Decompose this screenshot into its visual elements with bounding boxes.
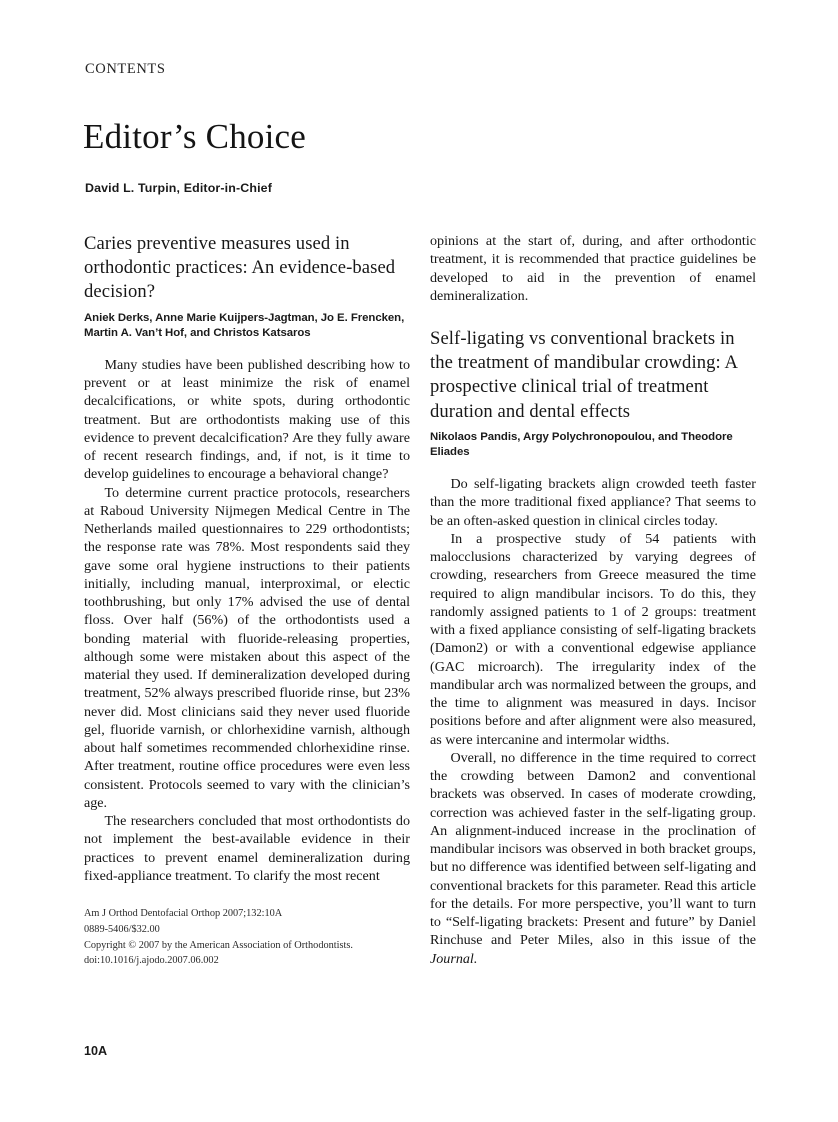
article-2-paragraph-1: Do self-ligating brackets align crowded teeth faster than the more traditional fixed appliance? That seems to be an often-asked question in clinical circles today. xyxy=(430,476,756,529)
page-number: 10A xyxy=(84,1044,108,1058)
column-left xyxy=(84,232,410,885)
imprint-doi: doi:10.1016/j.ajodo.2007.06.002 xyxy=(84,955,219,967)
imprint-citation: Am J Orthod Dentofacial Orthop 2007;132:10A xyxy=(84,908,283,919)
running-head: CONTENTS xyxy=(85,61,166,77)
article-1-authors: Aniek Derks, Anne Marie Kuijpers-Jagtman, Jo E. Frencken, Martin A. Van’t Hof, and Christos Katsaros xyxy=(84,311,405,340)
article-1-paragraph-1: Many studies have been published describing how to prevent or at least minimize the risk of enamel decalcifications, or white spots, during orthodontic treatment. But are orthodontists making use of this evidence to prevent decalcification? Are they fully aware of recent research findings, and, if not, is it time to develop guidelines to encourage a behavioral change? xyxy=(84,356,410,483)
article-2-title: Self-ligating vs conventional brackets in the treatment of mandibular crowding: A prospective clinical trial of treatment duration and dental effects xyxy=(430,328,738,422)
page-title: Editor’s Choice xyxy=(83,117,307,156)
imprint-copyright: Copyright © 2007 by the American Association of Orthodontists. xyxy=(84,939,353,951)
imprint-block xyxy=(84,906,414,969)
article-2-paragraph-2: In a prospective study of 54 patients with malocclusions characterized by varying degrees of crowding, researchers from Greece measured the time required to align mandibular incisors. To do this, they randomly assigned patients to 1 of 2 groups: treatment with a fixed appliance consisting of self-ligating brackets (Damon2) or with a conventional edgewise appliance (GAC microarch). The irregularity index of the mandibular arch was normalized between the groups, and the time to alignment was measured in days. Incisor positions before and after alignment were also measured, as were intercanine and intermolar widths. xyxy=(430,530,756,748)
article-1-paragraph-3: The researchers concluded that most orthodontists do not implement the best-available evidence in their practices to prevent enamel demineralization during fixed-appliance treatment. To clarify the most recent xyxy=(84,813,410,884)
imprint-issn: 0889-5406/$32.00 xyxy=(84,923,160,935)
column-spacer xyxy=(430,305,756,327)
column-right xyxy=(430,232,756,968)
article-1-paragraph-2: To determine current practice protocols, researchers at Raboud University Nijmegen Medical Centre in The Netherlands mailed questionnaires to 229 orthodontists; the response rate was 78%. Most respondents said they gave some oral hygiene instructions to their patients initially, including manual, interproximal, or electic toothbrushing, but only 17% advised the use of dental floss. Over half (56%) of the orthodontists used a bonding material with fluoride-releasing properties, although some were mistaken about this aspect of the material they used. If demineralization developed during treatment, 52% always prescribed fluoride rinse, but 23% never did. Most clinicians said they never used fluoride gel, fluoride varnish, or chlorhexidine varnish, although about half sometimes recommended chlorhexidine rinse. After treatment, routine office procedures were even less consistent. Protocols seemed to vary with the clinician’s age. xyxy=(84,484,410,811)
article-1-title: Caries preventive measures used in orthodontic practices: An evidence-based decision? xyxy=(84,233,396,303)
article-1-paragraph-4-continued: opinions at the start of, during, and after orthodontic treatment, it is recommended that practice guidelines be developed to aid in the prevention of enamel demineralization. xyxy=(430,233,756,304)
article-2-authors: Nikolaos Pandis, Argy Polychronopoulou, and Theodore Eliades xyxy=(430,430,733,459)
article-2-paragraph-3-text: Overall, no difference in the time required to correct the crowding between Damon2 and conventional brackets was observed. In cases of moderate crowding, correction was achieved faster in the self-ligating group. An alignment-induced increase in the proclination of mandibular incisors was observed in both bracket groups, but no difference was identified between self-ligating and conventional brackets for this parameter. Read this article for the details. For more perspective, you’ll want to turn to “Self-ligating brackets: Present and future” by Daniel Rinchuse and Peter Miles, also in this issue of the xyxy=(430,749,756,949)
journal-italic-word: Journal. xyxy=(430,950,478,967)
editor-byline: David L. Turpin, Editor-in-Chief xyxy=(85,181,272,195)
article-2-paragraph-3 xyxy=(430,749,756,968)
